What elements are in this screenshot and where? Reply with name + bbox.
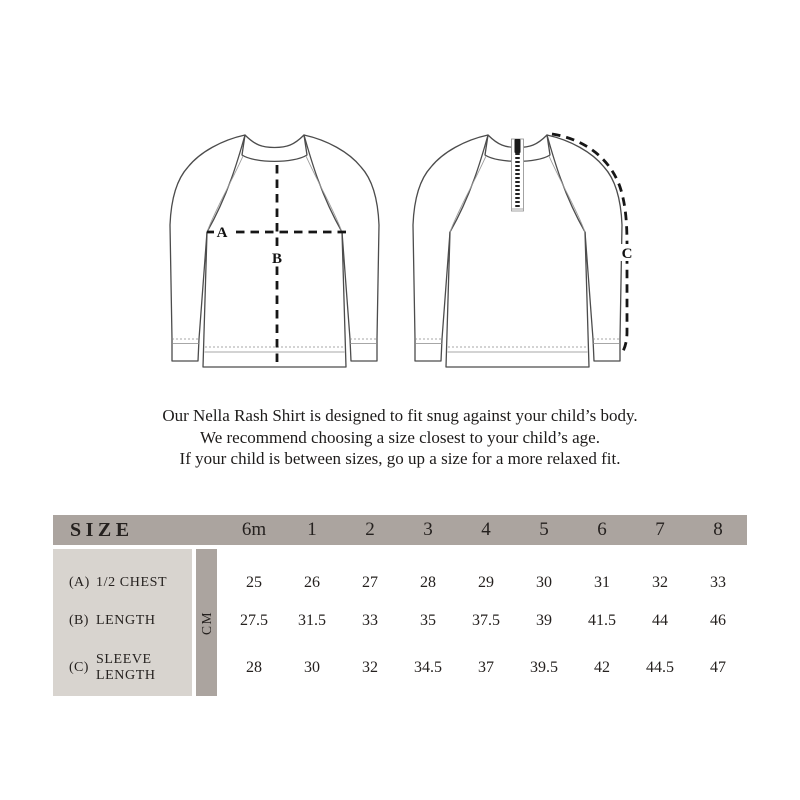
measure-label-a: A [216, 225, 228, 241]
size-value-cell: 25 [246, 573, 262, 591]
row-label-half-chest [53, 549, 192, 602]
size-value-cell: 28 [420, 573, 436, 591]
measure-label-b: B [271, 251, 283, 267]
size-value-cell: 44.5 [646, 659, 674, 676]
size-column-header: 2 [365, 519, 375, 540]
size-column-header: 3 [423, 519, 433, 540]
row-prefix: (C) [69, 660, 89, 675]
size-value-cell: 30 [536, 573, 552, 591]
zipper [512, 139, 524, 211]
size-value-cell: 32 [362, 659, 378, 676]
fit-note-line-3: If your child is between sizes, go up a size for a more relaxed fit. [179, 449, 621, 468]
size-column-header: 5 [539, 519, 549, 540]
size-value-cell: 30 [304, 659, 320, 676]
size-value-cell: 44 [652, 612, 668, 629]
zipper-pull [515, 139, 521, 153]
size-value-cell: 41.5 [588, 612, 616, 629]
size-table-header [53, 515, 747, 545]
size-value-cell: 28 [246, 659, 262, 676]
front-collar [242, 135, 307, 161]
size-value-cell: 33 [710, 573, 726, 591]
size-column-headers [217, 515, 747, 545]
size-value-cell: 39 [536, 612, 552, 629]
size-column-header: 6 [597, 519, 607, 540]
size-value-cell: 46 [710, 612, 726, 629]
fit-note-line-2: We recommend choosing a size closest to your child’s age. [200, 427, 600, 447]
size-values-grid [217, 549, 747, 696]
back-shirt-diagram [413, 134, 635, 367]
size-column-header: 8 [713, 519, 723, 540]
size-value-cell: 34.5 [414, 659, 442, 676]
unit-column [196, 549, 217, 696]
row-prefix: (A) [69, 574, 90, 590]
measure-label-c: C [621, 246, 633, 262]
size-value-cell: 39.5 [530, 659, 558, 676]
row-label: SLEEVE LENGTH [96, 652, 156, 683]
size-value-cell: 32 [652, 573, 668, 591]
size-column-header: 7 [655, 519, 665, 540]
size-table [53, 515, 747, 696]
fit-note-line-1: Our Nella Rash Shirt is designed to fit snug against your child’s body. [162, 406, 638, 425]
row-label: 1/2 CHEST [96, 574, 168, 590]
size-value-cell: 31.5 [298, 612, 326, 629]
size-column-header: 6m [241, 519, 267, 540]
size-value-cell: 31 [594, 573, 610, 591]
size-column-header: 4 [481, 519, 491, 540]
row-label: LENGTH [96, 613, 156, 628]
size-value-cell: 35 [420, 612, 436, 629]
size-value-cell: 26 [304, 573, 320, 591]
front-shirt-diagram [170, 135, 379, 367]
size-value-cell: 37 [478, 659, 494, 676]
row-label-length [53, 602, 192, 640]
size-table-body [53, 549, 747, 696]
size-value-cell: 42 [594, 659, 610, 676]
size-value-cell: 29 [478, 573, 494, 591]
size-value-cell: 27.5 [240, 612, 268, 629]
shirt-measurement-diagram [150, 125, 670, 375]
measurement-labels-column [53, 549, 192, 696]
fit-note [0, 405, 800, 470]
size-column-header: 1 [307, 519, 317, 540]
row-label-sleeve-length [53, 640, 192, 696]
size-value-cell: 27 [362, 573, 378, 591]
size-value-cell: 33 [362, 612, 378, 629]
row-prefix: (B) [69, 613, 89, 628]
size-value-cell: 47 [710, 659, 726, 676]
size-header-label: SIZE [70, 518, 134, 541]
size-value-cell: 37.5 [472, 612, 500, 629]
unit-label: CM [198, 610, 214, 635]
